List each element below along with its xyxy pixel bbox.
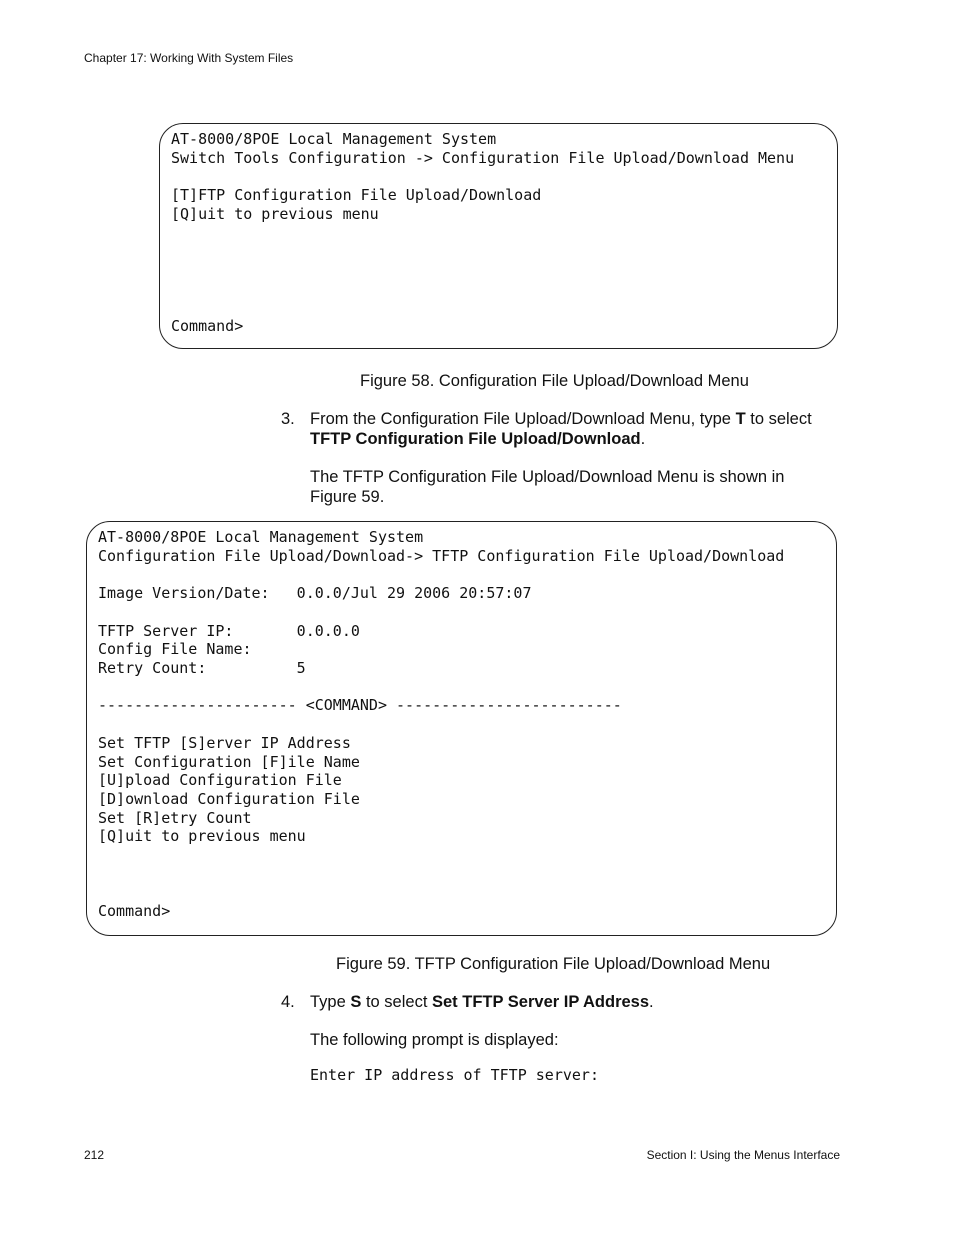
command-prompt: Command>: [171, 317, 244, 335]
step-note: The TFTP Configuration File Upload/Download Menu is shown in Figure 59.: [310, 468, 785, 506]
terminal-line: Set TFTP [S]erver IP Address: [98, 734, 351, 752]
step-number: 4.: [281, 993, 295, 1011]
terminal-line: [Q]uit to previous menu: [98, 827, 306, 845]
running-header: Chapter 17: Working With System Files: [84, 51, 294, 65]
terminal-line: Image Version/Date: 0.0.0/Jul 29 2006 20:57:07: [98, 584, 532, 602]
terminal-line: [D]ownload Configuration File: [98, 790, 360, 808]
terminal-screen-figure-58: [159, 123, 838, 349]
section-footer: Section I: Using the Menus Interface: [646, 1148, 840, 1162]
terminal-line: Config File Name:: [98, 640, 252, 658]
terminal-line: AT-8000/8POE Local Management System: [98, 528, 424, 546]
figure-caption: Figure 58. Configuration File Upload/Download Menu: [360, 372, 749, 390]
terminal-line: AT-8000/8POE Local Management System: [171, 130, 497, 148]
terminal-line: Set [R]etry Count: [98, 809, 252, 827]
step-text: From the Configuration File Upload/Download Menu, type T to select TFTP Configuration File Upload/Download.: [310, 410, 812, 448]
terminal-line: [T]FTP Configuration File Upload/Download: [171, 186, 542, 204]
terminal-screen-figure-59: [86, 521, 837, 936]
terminal-line: Configuration File Upload/Download-> TFTP Configuration File Upload/Download: [98, 547, 785, 565]
figure-caption: Figure 59. TFTP Configuration File Upload/Download Menu: [336, 955, 771, 973]
step-number: 3.: [281, 410, 295, 428]
terminal-line: [Q]uit to previous menu: [171, 205, 379, 223]
terminal-line: Set Configuration [F]ile Name: [98, 753, 360, 771]
step-note: The following prompt is displayed:: [310, 1031, 559, 1049]
page-number: 212: [84, 1148, 105, 1162]
step-text: Type S to select Set TFTP Server IP Address.: [310, 993, 654, 1011]
terminal-line: ---------------------- <COMMAND> -------------------------: [98, 696, 622, 714]
terminal-line: Retry Count: 5: [98, 659, 306, 677]
terminal-line: TFTP Server IP: 0.0.0.0: [98, 622, 360, 640]
terminal-line: [U]pload Configuration File: [98, 771, 342, 789]
tftp-prompt-text: Enter IP address of TFTP server:: [310, 1066, 599, 1084]
command-prompt: Command>: [98, 902, 171, 920]
terminal-line: Switch Tools Configuration -> Configuration File Upload/Download Menu: [171, 149, 795, 167]
